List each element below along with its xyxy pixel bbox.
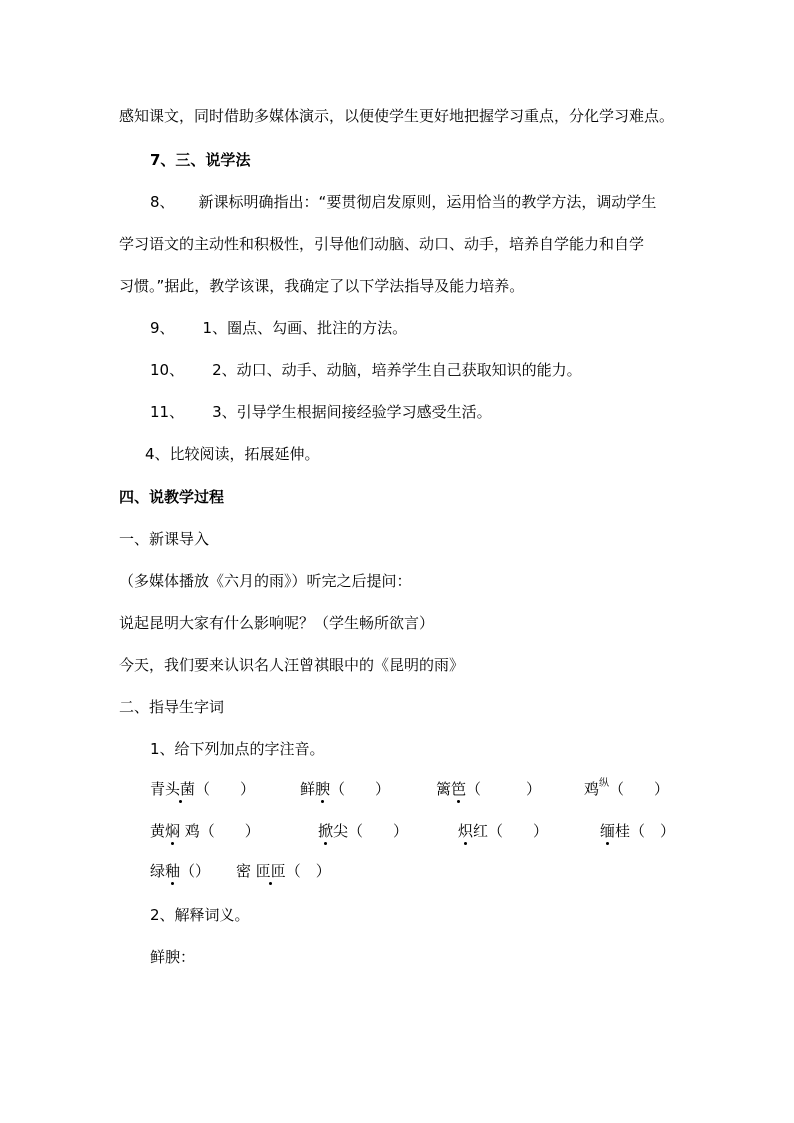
vocab-item xyxy=(150,821,260,841)
pinyin-blank: 尖（ ） xyxy=(333,822,409,840)
list-item-text: 3、引导学生根据间接经验学习感受生活。 xyxy=(212,403,492,421)
dotted-char: 釉 xyxy=(165,862,181,880)
vocab-item xyxy=(600,821,675,841)
exercise-instruction: 2、解释词义。 xyxy=(150,906,250,924)
list-item xyxy=(150,402,492,422)
list-item-text: 1、圈点、勾画、批注的方法。 xyxy=(202,319,408,337)
paragraph-line: 今天，我们要来认识名人汪曾祺眼中的《昆明的雨》 xyxy=(119,656,465,674)
superscript-char: 纵 xyxy=(599,778,610,789)
paragraph-line: 习惯。”据此，教学该课，我确定了以下学法指导及能力培养。 xyxy=(119,277,525,295)
dotted-char: 头菌 xyxy=(165,780,196,798)
list-number: 11、 xyxy=(150,403,185,421)
dotted-char: 焖 xyxy=(165,822,181,840)
subsection-heading: 一、新课导入 xyxy=(119,530,210,548)
term-definition-label: 鲜腴： xyxy=(150,948,196,966)
vocab-item xyxy=(458,821,548,841)
vocab-item xyxy=(150,779,255,799)
pinyin-blank: （ ） xyxy=(195,780,256,798)
list-number: 8、 xyxy=(150,193,175,211)
vocab-char: 绿 xyxy=(150,862,166,880)
vocab-item xyxy=(236,861,331,881)
pinyin-blank: （ ） xyxy=(466,780,542,798)
vocab-char: 黄 xyxy=(150,822,166,840)
paragraph-line: （多媒体播放《六月的雨》）听完之后提问： xyxy=(119,572,412,590)
exercise-instruction: 1、给下列加点的字注音。 xyxy=(150,740,325,758)
dotted-char: 笆 xyxy=(451,780,467,798)
dotted-char: 掀 xyxy=(318,822,334,840)
pinyin-blank: （ ） xyxy=(285,862,331,880)
vocab-row xyxy=(150,861,450,885)
dotted-char: 缅 xyxy=(600,822,616,840)
paragraph-line xyxy=(150,192,656,212)
pinyin-blank: 鸡（ ） xyxy=(180,822,260,840)
vocab-char: 密 xyxy=(236,862,256,880)
list-item xyxy=(150,318,407,338)
pinyin-blank: （） xyxy=(180,862,211,880)
vocab-row xyxy=(150,779,710,803)
vocab-item xyxy=(584,779,669,802)
vocab-item xyxy=(300,779,390,799)
vocab-char: 篱 xyxy=(436,780,452,798)
vocab-row xyxy=(150,821,710,845)
vocab-char: 青 xyxy=(150,780,166,798)
pinyin-blank: （ ） xyxy=(330,780,391,798)
list-item xyxy=(150,360,582,380)
list-item: 4、比较阅读，拓展延伸。 xyxy=(145,445,320,463)
vocab-item xyxy=(436,779,541,799)
paragraph-line: 说起昆明大家有什么影响呢？（学生畅所欲言） xyxy=(119,614,435,632)
pinyin-blank: 红（ ） xyxy=(473,822,549,840)
dotted-char: 匝匝 xyxy=(255,862,286,880)
vocab-item xyxy=(150,861,210,881)
list-number: 10、 xyxy=(150,361,185,379)
dotted-char: 炽 xyxy=(458,822,474,840)
section-heading-teaching-process: 四、说教学过程 xyxy=(119,488,225,506)
pinyin-blank: （ ） xyxy=(609,780,670,798)
vocab-item xyxy=(318,821,408,841)
paragraph-text: 新课标明确指出：“要贯彻启发原则，运用恰当的教学方法，调动学生 xyxy=(198,193,657,211)
paragraph-line: 感知课文，同时借助多媒体演示，以便使学生更好地把握学习重点，分化学习难点。 xyxy=(119,107,675,125)
paragraph-line: 学习语文的主动性和积极性，引导他们动脑、动口、动手，培养自学能力和自学 xyxy=(119,235,645,253)
subsection-heading: 二、指导生字词 xyxy=(119,698,225,716)
section-heading-study-method: 7、三、说学法 xyxy=(150,151,251,169)
list-item-text: 2、动口、动手、动脑，培养学生自己获取知识的能力。 xyxy=(212,361,582,379)
pinyin-blank: 桂（ ） xyxy=(615,822,676,840)
vocab-char: 鲜 xyxy=(300,780,316,798)
vocab-char: 鸡 xyxy=(584,780,600,798)
list-number: 9、 xyxy=(150,319,175,337)
dotted-char: 腴 xyxy=(315,780,331,798)
